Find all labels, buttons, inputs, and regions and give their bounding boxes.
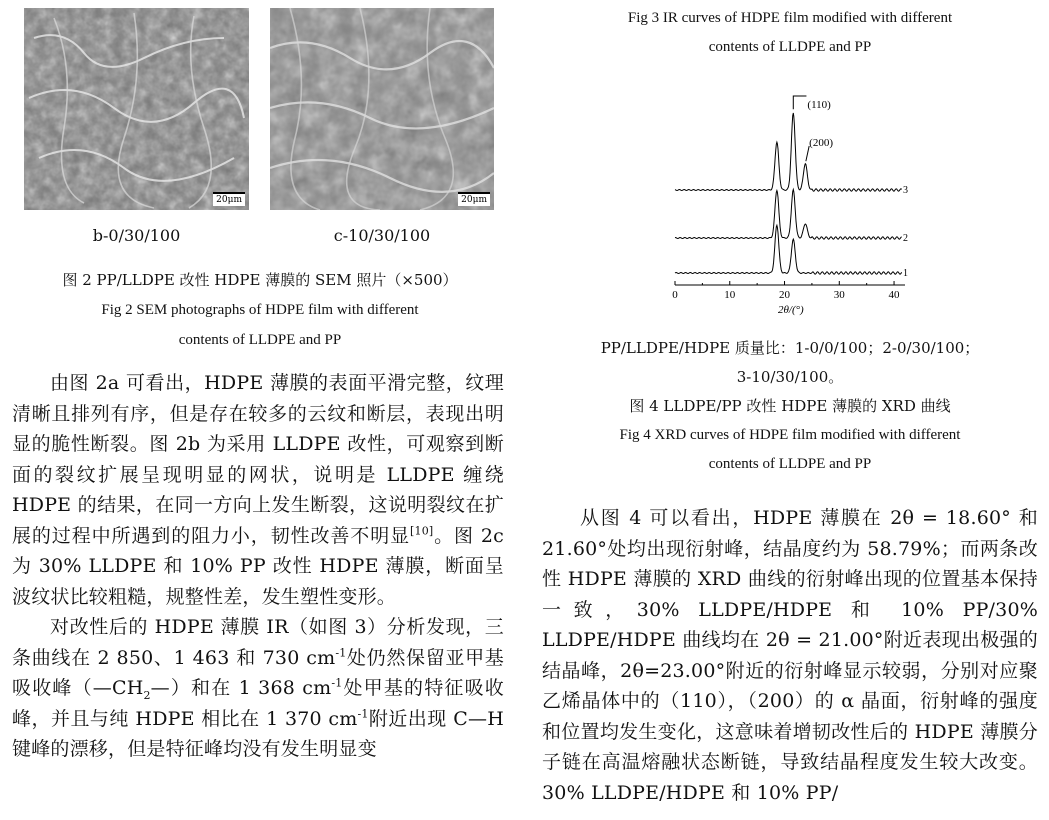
xrd-curve-3 (675, 113, 902, 191)
peak-label-110: (110) (807, 99, 831, 111)
xrd-curve-1 (675, 225, 902, 274)
fig4-caption-cn: 图 4 LLDPE/PP 改性 HDPE 薄膜的 XRD 曲线 (629, 397, 951, 415)
sem-texture-b (24, 8, 249, 210)
fig4-note-1: PP/LLDPE/HDPE 质量比：1-0/0/100；2-0/30/100； (600, 339, 980, 357)
paragraph-xrd: 从图 4 可以看出，HDPE 薄膜在 2θ = 18.60° 和 21.60°处均出现衍射峰，结晶度约为 58.79%；而两条改性 HDPE 薄膜的 XRD 曲线的衍射峰出现的位置基本保持一致，30% LLDPE/HDPE 和 10% PP/30% LLDPE/HDPE 曲线均在 2θ = 21.00°附近表现出极强的结晶峰，2θ=23.00°附近的衍射峰显示较弱，分别对应聚乙烯晶体中的（110），（200）的 α 晶面，衍射峰的强度和位置均发生变化，这意味着增韧改性后的 HDPE 薄膜分子链在高温熔融状态断链，导致结晶程度发生较大改变。30% LLDPE/HDPE 和 10% PP/ (542, 507, 1038, 804)
ir-text-a: 对改性后的 HDPE 薄膜 IR（如图 3）分析发现，三条曲线在 2 850、1 463 和 730 cm (12, 616, 504, 669)
sem-texture-c (270, 8, 494, 210)
x-tick-label: 20 (779, 289, 791, 301)
scale-bar-c: 20μm (458, 192, 490, 206)
sup-c: -1 (357, 707, 369, 721)
xrd-plot-area (672, 96, 908, 301)
paragraph-sem-text: 由图 2a 可看出，HDPE 薄膜的表面平滑完整，纹理清晰且排列有序，但是存在较多的云纹和断层，表现出明显的脆性断裂。图 2b 为采用 LLDPE 改性，可观察到断面的裂纹扩展呈现明显的网状，说明是 LLDPE 缠绕 HDPE 的结果，在同一方向上发生断裂，这说明裂纹在扩展的过程中所遇到的阻力小，韧性改善不明显 (12, 372, 504, 547)
x-axis-label: 2θ/(°) (778, 304, 804, 316)
annotation-110-leader (793, 96, 806, 109)
peak-label-200: (200) (809, 137, 833, 149)
fig2-caption-en-1: Fig 2 SEM photographs of HDPE film with different (101, 302, 419, 318)
fig2-caption-en-2: contents of LLDPE and PP (178, 332, 342, 348)
x-tick-label: 10 (724, 289, 736, 301)
ir-text-b: 处仍然保留亚甲基吸收峰（—CH (12, 646, 504, 699)
x-tick-label: 40 (888, 289, 900, 301)
fig3-caption-en-2: contents of LLDPE and PP (708, 39, 872, 55)
curve-label-3: 3 (903, 185, 908, 196)
fig3-caption-en-1: Fig 3 IR curves of HDPE film modified with different (627, 10, 953, 26)
fig4-caption-en-2: contents of LLDPE and PP (708, 456, 872, 472)
curve-label-1: 1 (903, 268, 908, 279)
fig4-note-2: 3-10/30/100。 (736, 368, 844, 386)
x-tick-label: 30 (833, 289, 845, 301)
ir-text-e: 附近出现 C—H 键峰的漂移，但是特征峰均没有发生明显变 (12, 707, 505, 760)
sub-2: 2 (143, 688, 151, 702)
scale-bar-b: 20μm (213, 192, 245, 206)
sem-photo-c (270, 8, 494, 210)
sup-b: -1 (331, 676, 343, 690)
photo-c-label: c-10/30/100 (333, 226, 431, 245)
paragraph-sem-tail: 。图 2c 为 30% LLDPE 和 10% PP 改性 HDPE 薄膜，断面呈波纹状比较粗糙，规整性差，发生塑性变形。 (12, 524, 504, 608)
sem-photo-b (24, 8, 249, 210)
right-body-text (542, 503, 1038, 808)
ref-10: [10] (410, 524, 434, 538)
ir-text-d: 处甲基的特征吸收峰，并且与纯 HDPE 相比在 1 370 cm (12, 677, 504, 730)
sup-a: -1 (335, 646, 347, 660)
xrd-curve-2 (675, 190, 902, 240)
xrd-chart (660, 88, 920, 320)
x-tick-label: 0 (672, 289, 678, 301)
paragraph-ir (12, 612, 504, 765)
paragraph-sem (12, 368, 504, 612)
curve-label-2: 2 (903, 233, 908, 244)
fig4-caption-en-1: Fig 4 XRD curves of HDPE film modified with different (619, 427, 961, 443)
ir-text-c: —）和在 1 368 cm (150, 677, 332, 699)
left-body-text (12, 368, 504, 765)
fig2-caption-cn: 图 2 PP/LLDPE 改性 HDPE 薄膜的 SEM 照片（×500） (62, 271, 458, 289)
photo-b-label: b-0/30/100 (92, 226, 181, 245)
